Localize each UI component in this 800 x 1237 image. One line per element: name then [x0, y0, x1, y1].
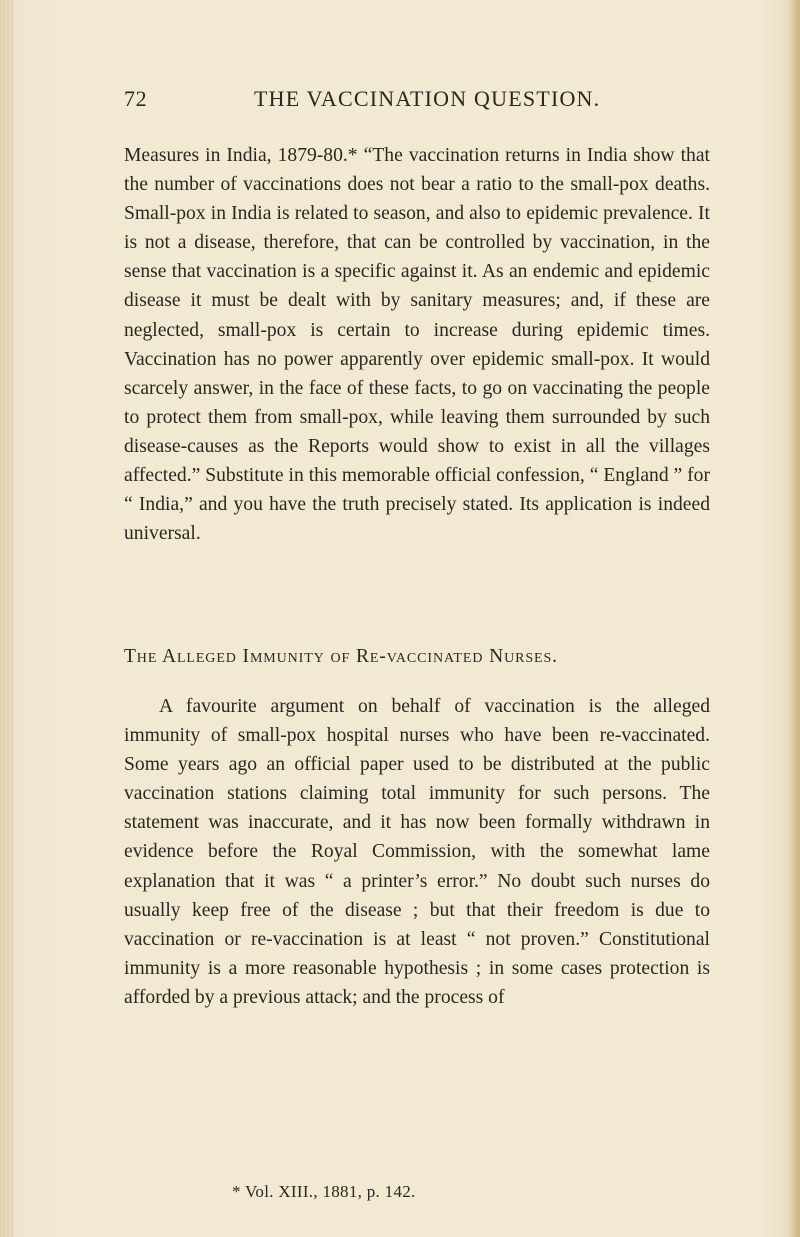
page-header	[124, 86, 688, 116]
page-edge	[790, 0, 800, 1237]
paragraph-nurses: A favourite argument on behalf of vaccination is the alleged immunity of small-pox hospital nurses who have been re-vaccinated. Some years ago an official paper used to be distributed at the public vaccination stations claiming total immunity for such persons. The statement was inaccurate, and it has now been formally withdrawn in evidence before the Royal Commission, with the somewhat lame explanation that it was “ a printer’s error.” No doubt such nurses do usually keep free of the disease ; but that their freedom is due to vaccination or re-vaccination is at least “ not proven.” Constitutional immunity is a more reasonable hypothesis ; in some cases protection is afforded by a previous attack; and the process of	[124, 696, 710, 1008]
running-title: THE VACCINATION QUESTION.	[254, 86, 601, 111]
footnote: * Vol. XIII., 1881, p. 142.	[232, 1182, 416, 1201]
paragraph-continuation: Measures in India, 1879-80.* “The vaccination returns in India show that the number of vaccinations does not bear a ratio to the small-pox deaths. Small-pox in India is related to season, and also to epidemic prevalence. It is not a disease, therefore, that can be controlled by vaccination, in the sense that vaccination is a specific against it. As an endemic and epidemic disease it must be dealt with by sanitary measures; and, if these are neglected, small-pox is certain to increase during epidemic times. Vaccination has no power apparently over epidemic small-pox. It would scarcely answer, in the face of these facts, to go on vaccinating the people to protect them from small-pox, while leaving them surrounded by such disease-causes as the Reports would show to exist in all the villages affected.” Substitute in this memorable official confession, “ England ” for “ India,” and you have the truth precisely stated. Its application is indeed universal.	[124, 145, 710, 545]
page-binding-shadow	[0, 0, 14, 1237]
page-number: 72	[124, 86, 148, 111]
section-heading: The Alleged Immunity of Re-vaccinated Nurses.	[124, 646, 558, 667]
